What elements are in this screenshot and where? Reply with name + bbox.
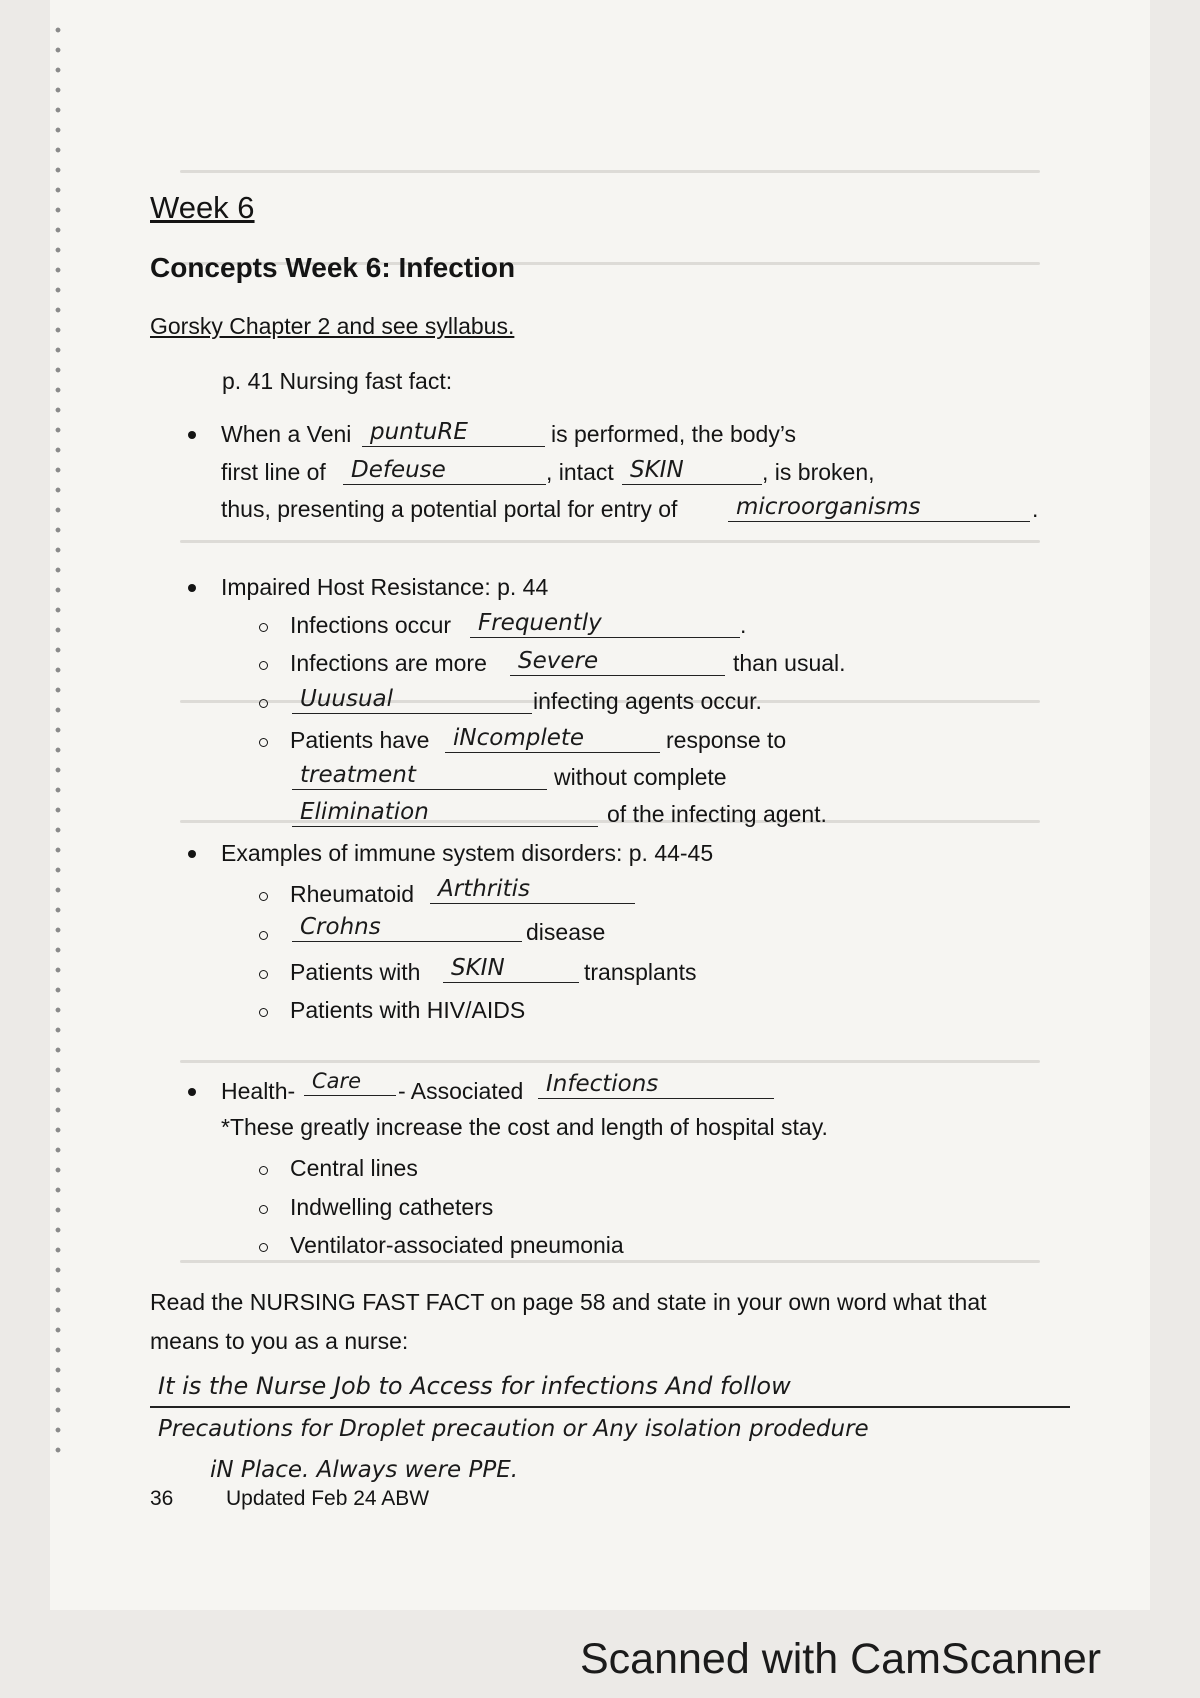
sub-bullet	[259, 661, 268, 670]
intact-answer: SKIN	[622, 455, 762, 485]
immune-item-2-answer: Crohns	[292, 912, 522, 942]
fast-fact-label: p. 41 Nursing fast fact:	[222, 368, 453, 394]
reference-line: Gorsky Chapter 2 and see syllabus.	[150, 313, 515, 339]
host-item-4-start: Patients have	[290, 727, 430, 753]
portal-period: .	[1032, 496, 1039, 522]
answer-line-1: It is the Nurse Job to Access for infections And follow	[158, 1372, 791, 1400]
document-page	[50, 0, 1150, 1610]
immune-item-3-end: transplants	[584, 959, 697, 985]
immune-item-4: Patients with HIV/AIDS	[290, 997, 526, 1023]
sub-bullet	[259, 1243, 268, 1252]
hai-item-1: Central lines	[290, 1155, 418, 1181]
bullet	[188, 584, 196, 592]
bleed-through-line	[180, 1260, 1040, 1263]
page-number: 36	[150, 1487, 174, 1510]
first-line-answer: Defeuse	[343, 455, 546, 485]
answer-rule-1	[150, 1406, 1070, 1408]
spiral-binding-holes	[52, 20, 64, 1460]
bullet	[188, 1088, 196, 1096]
host-item-2-end: than usual.	[733, 650, 846, 676]
question-line-1: Read the NURSING FAST FACT on page 58 and state in your own word what that	[150, 1289, 987, 1315]
answer-line-2: Precautions for Droplet precaution or Any isolation prodedure	[158, 1416, 869, 1442]
first-line-label: first line of	[221, 459, 326, 485]
host-item-6-end: of the infecting agent.	[607, 801, 827, 827]
host-item-3-answer: Uuusual	[292, 684, 532, 714]
venipuncture-sentence-end: is performed, the body’s	[551, 421, 797, 447]
bleed-through-line	[180, 540, 1040, 543]
host-item-4-answer: iNcomplete	[445, 723, 660, 753]
sub-bullet	[259, 970, 268, 979]
immune-item-1-answer: Arthritis	[430, 874, 635, 904]
hai-start: Health-	[221, 1078, 296, 1104]
hai-note: *These greatly increase the cost and length of hospital stay.	[221, 1114, 828, 1140]
camscanner-watermark: Scanned with CamScanner	[580, 1635, 1102, 1683]
immune-item-2-end: disease	[526, 919, 606, 945]
hai-item-3: Ventilator-associated pneumonia	[290, 1232, 624, 1258]
host-resistance-title: Impaired Host Resistance: p. 44	[221, 574, 549, 600]
updated-note: Updated Feb 24 ABW	[226, 1487, 430, 1510]
sub-bullet	[259, 623, 268, 632]
host-item-3-end: infecting agents occur.	[533, 688, 762, 714]
host-item-2-start: Infections are more	[290, 650, 487, 676]
intact-label: , intact	[546, 459, 614, 485]
sub-bullet	[259, 738, 268, 747]
hai-item-2: Indwelling catheters	[290, 1194, 494, 1220]
week-heading: Week 6	[150, 190, 255, 225]
venipuncture-answer: puntuRE	[362, 417, 545, 447]
host-item-1-end: .	[740, 612, 747, 638]
sub-bullet	[259, 1166, 268, 1175]
question-line-2: means to you as a nurse:	[150, 1328, 409, 1354]
immune-disorders-title: Examples of immune system disorders: p. 44-45	[221, 840, 714, 866]
bullet	[188, 850, 196, 858]
sub-bullet	[259, 892, 268, 901]
hai-answer-1: Care	[304, 1066, 396, 1096]
portal-sentence: thus, presenting a potential portal for entry of	[221, 496, 678, 522]
host-item-4-end: response to	[666, 727, 787, 753]
portal-answer: microorganisms	[728, 492, 1030, 522]
broken-label: , is broken,	[762, 459, 875, 485]
hai-answer-2: Infections	[538, 1069, 774, 1099]
host-item-1-answer: Frequently	[470, 608, 740, 638]
host-item-1-start: Infections occur	[290, 612, 452, 638]
hai-middle: - Associated	[398, 1078, 524, 1104]
venipuncture-sentence-start: When a Veni	[221, 421, 352, 447]
bullet	[188, 431, 196, 439]
sub-bullet	[259, 931, 268, 940]
concepts-heading: Concepts Week 6: Infection	[150, 252, 516, 283]
sub-bullet	[259, 1008, 268, 1017]
host-item-2-answer: Severe	[510, 646, 725, 676]
immune-item-1-start: Rheumatoid	[290, 881, 415, 907]
host-item-6-answer: Elimination	[292, 797, 598, 827]
sub-bullet	[259, 1205, 268, 1214]
bleed-through-line	[180, 170, 1040, 173]
immune-item-3-start: Patients with	[290, 959, 421, 985]
host-item-5-end: without complete	[554, 764, 727, 790]
bleed-through-line	[180, 1060, 1040, 1063]
answer-line-3: iN Place. Always were PPE.	[210, 1457, 519, 1483]
host-item-5-answer: treatment	[292, 760, 547, 790]
immune-item-3-answer: SKIN	[443, 953, 579, 983]
sub-bullet	[259, 699, 268, 708]
